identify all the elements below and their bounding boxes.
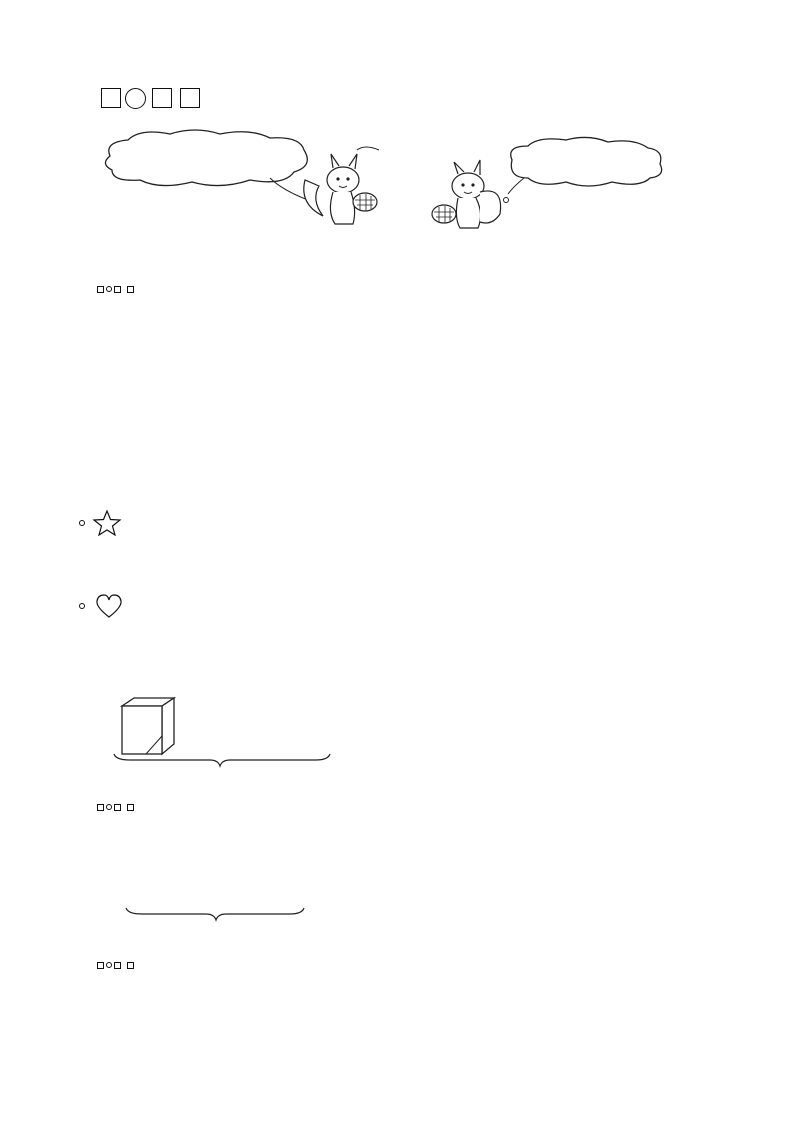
q14-illustration xyxy=(100,128,670,233)
answer-box[interactable] xyxy=(114,962,121,969)
squirrel-left xyxy=(304,147,379,224)
q17-prompt xyxy=(78,593,132,619)
q17-heart-row xyxy=(102,631,437,663)
answer-box[interactable] xyxy=(97,962,104,969)
q16-star-row xyxy=(102,550,292,580)
answer-box[interactable] xyxy=(97,804,104,811)
answer-box[interactable] xyxy=(97,286,104,293)
q16-prompt xyxy=(78,510,128,536)
q19-illustration xyxy=(106,826,331,946)
q14-answer-line xyxy=(96,280,135,298)
answer-box[interactable] xyxy=(180,88,200,108)
answer-box[interactable] xyxy=(127,804,134,811)
operator-circle[interactable] xyxy=(125,88,146,109)
answer-box[interactable] xyxy=(114,286,121,293)
operator-circle[interactable] xyxy=(106,804,112,810)
answer-box[interactable] xyxy=(114,804,121,811)
answer-box[interactable] xyxy=(152,88,172,108)
speech-bubble-left xyxy=(105,130,308,200)
q18-illustration xyxy=(110,696,335,792)
circle-symbol-icon xyxy=(79,603,85,609)
squirrel-right xyxy=(432,160,501,228)
star-icon xyxy=(92,510,122,536)
box-icon xyxy=(122,698,174,754)
answer-box[interactable] xyxy=(127,962,134,969)
operator-circle[interactable] xyxy=(106,962,112,968)
answer-box[interactable] xyxy=(127,286,134,293)
q13-answer-line xyxy=(101,86,204,110)
speech-bubble-right xyxy=(504,137,662,202)
operator-circle[interactable] xyxy=(106,286,112,292)
q18-answer-line xyxy=(96,798,135,816)
answer-box[interactable] xyxy=(101,88,121,108)
q19-answer-line xyxy=(96,956,135,974)
heart-icon xyxy=(94,593,124,619)
circle-symbol-icon xyxy=(79,520,85,526)
